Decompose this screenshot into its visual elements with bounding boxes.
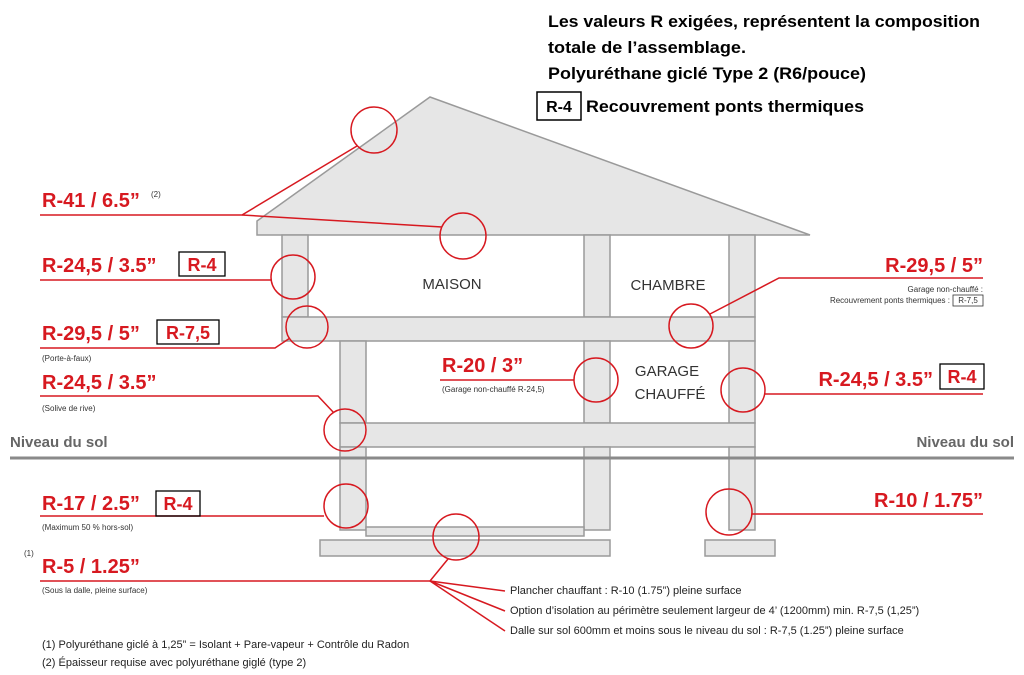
interior-wall <box>584 341 610 423</box>
interior-wall-sub: (Garage non-chauffé R-24,5) <box>442 385 545 394</box>
upper-wall-left <box>282 235 308 317</box>
upper-wall-right <box>729 235 755 317</box>
garage-foundation-r-value: R-10 / 1.75” <box>874 490 983 512</box>
slab-r-value: R-5 / 1.25” <box>42 556 140 578</box>
ground-floor <box>340 423 755 447</box>
cantilever-box: R-7,5 <box>165 323 211 343</box>
slab-note: (1) <box>24 549 34 558</box>
wall-upper-left-box: R-4 <box>187 255 217 275</box>
roof-note: (2) <box>151 190 161 199</box>
footing-left <box>320 540 610 556</box>
basement-wall-sub: (Maximum 50 % hors-sol) <box>42 523 134 532</box>
slab-notes <box>510 585 919 637</box>
cantilever-r-value: R-29,5 / 5” <box>42 323 140 345</box>
second-floor <box>282 317 755 341</box>
rim-joist-sub: (Solive de rive) <box>42 404 96 413</box>
wall-upper-left-r-value: R-24,5 / 3.5” <box>42 255 157 277</box>
footnote-2: (2) Épaisseur requise avec polyuréthane giglé (type 2) <box>42 657 307 669</box>
ground-label-right: Niveau du sol <box>916 434 1014 451</box>
slab-note-2: Option d’isolation au périmètre seulement largeur de 4’ (1200mm) min. R-7,5 (1,25”) <box>510 605 920 617</box>
garage-wall-box: R-4 <box>947 367 977 387</box>
chambre-floor-sub-1: Garage non-chauffé : <box>907 285 983 294</box>
rim-joist-r-value: R-24,5 / 3.5” <box>42 372 157 394</box>
room-chambre: CHAMBRE <box>630 277 706 294</box>
header-line-3: Polyuréthane giclé Type 2 (R6/pouce) <box>548 64 866 83</box>
chambre-floor-sub-2: Recouvrement ponts thermiques : <box>829 296 950 305</box>
chambre-floor-r-value: R-29,5 / 5” <box>885 255 983 277</box>
slab-note-1: Plancher chauffant : R-10 (1.75”) pleine surface <box>510 585 742 597</box>
house-structure <box>257 97 810 556</box>
slab-note-3: Dalle sur sol 600mm et moins sous le niveau du sol : R-7,5 (1.25”) pleine surface <box>510 625 904 637</box>
footnotes <box>42 639 409 669</box>
roof <box>257 97 810 235</box>
footnote-1: (1) Polyuréthane giclé à 1,25” = Isolant + Pare-vapeur + Contrôle du Radon <box>42 639 410 651</box>
upper-wall-middle <box>584 235 610 317</box>
ground-label-left: Niveau du sol <box>10 434 108 451</box>
chambre-floor-box: R-7,5 <box>958 296 978 305</box>
basement-slab <box>366 527 584 536</box>
room-garage-line-1: GARAGE <box>634 363 700 380</box>
basement-wall-box: R-4 <box>163 494 193 514</box>
roof-r-value: R-41 / 6.5” <box>42 190 140 212</box>
footing-right <box>705 540 775 556</box>
interior-wall-r-value: R-20 / 3” <box>442 355 524 377</box>
header-line-2: totale de l’assemblage. <box>548 38 746 57</box>
room-maison: MAISON <box>422 276 482 293</box>
header-line-1: Les valeurs R exigées, représentent la composition <box>548 12 980 31</box>
slab-sub: (Sous la dalle, pleine surface) <box>42 586 148 595</box>
room-garage-line-2: CHAUFFÉ <box>634 386 706 403</box>
garage-wall-r-value: R-24,5 / 3.5” <box>818 369 933 391</box>
legend-text: Recouvrement ponts thermiques <box>586 97 864 116</box>
basement-wall-r-value: R-17 / 2.5” <box>42 493 140 515</box>
cantilever-sub: (Porte-à-faux) <box>42 354 92 363</box>
header <box>537 12 980 120</box>
legend-box-label: R-4 <box>546 99 572 116</box>
